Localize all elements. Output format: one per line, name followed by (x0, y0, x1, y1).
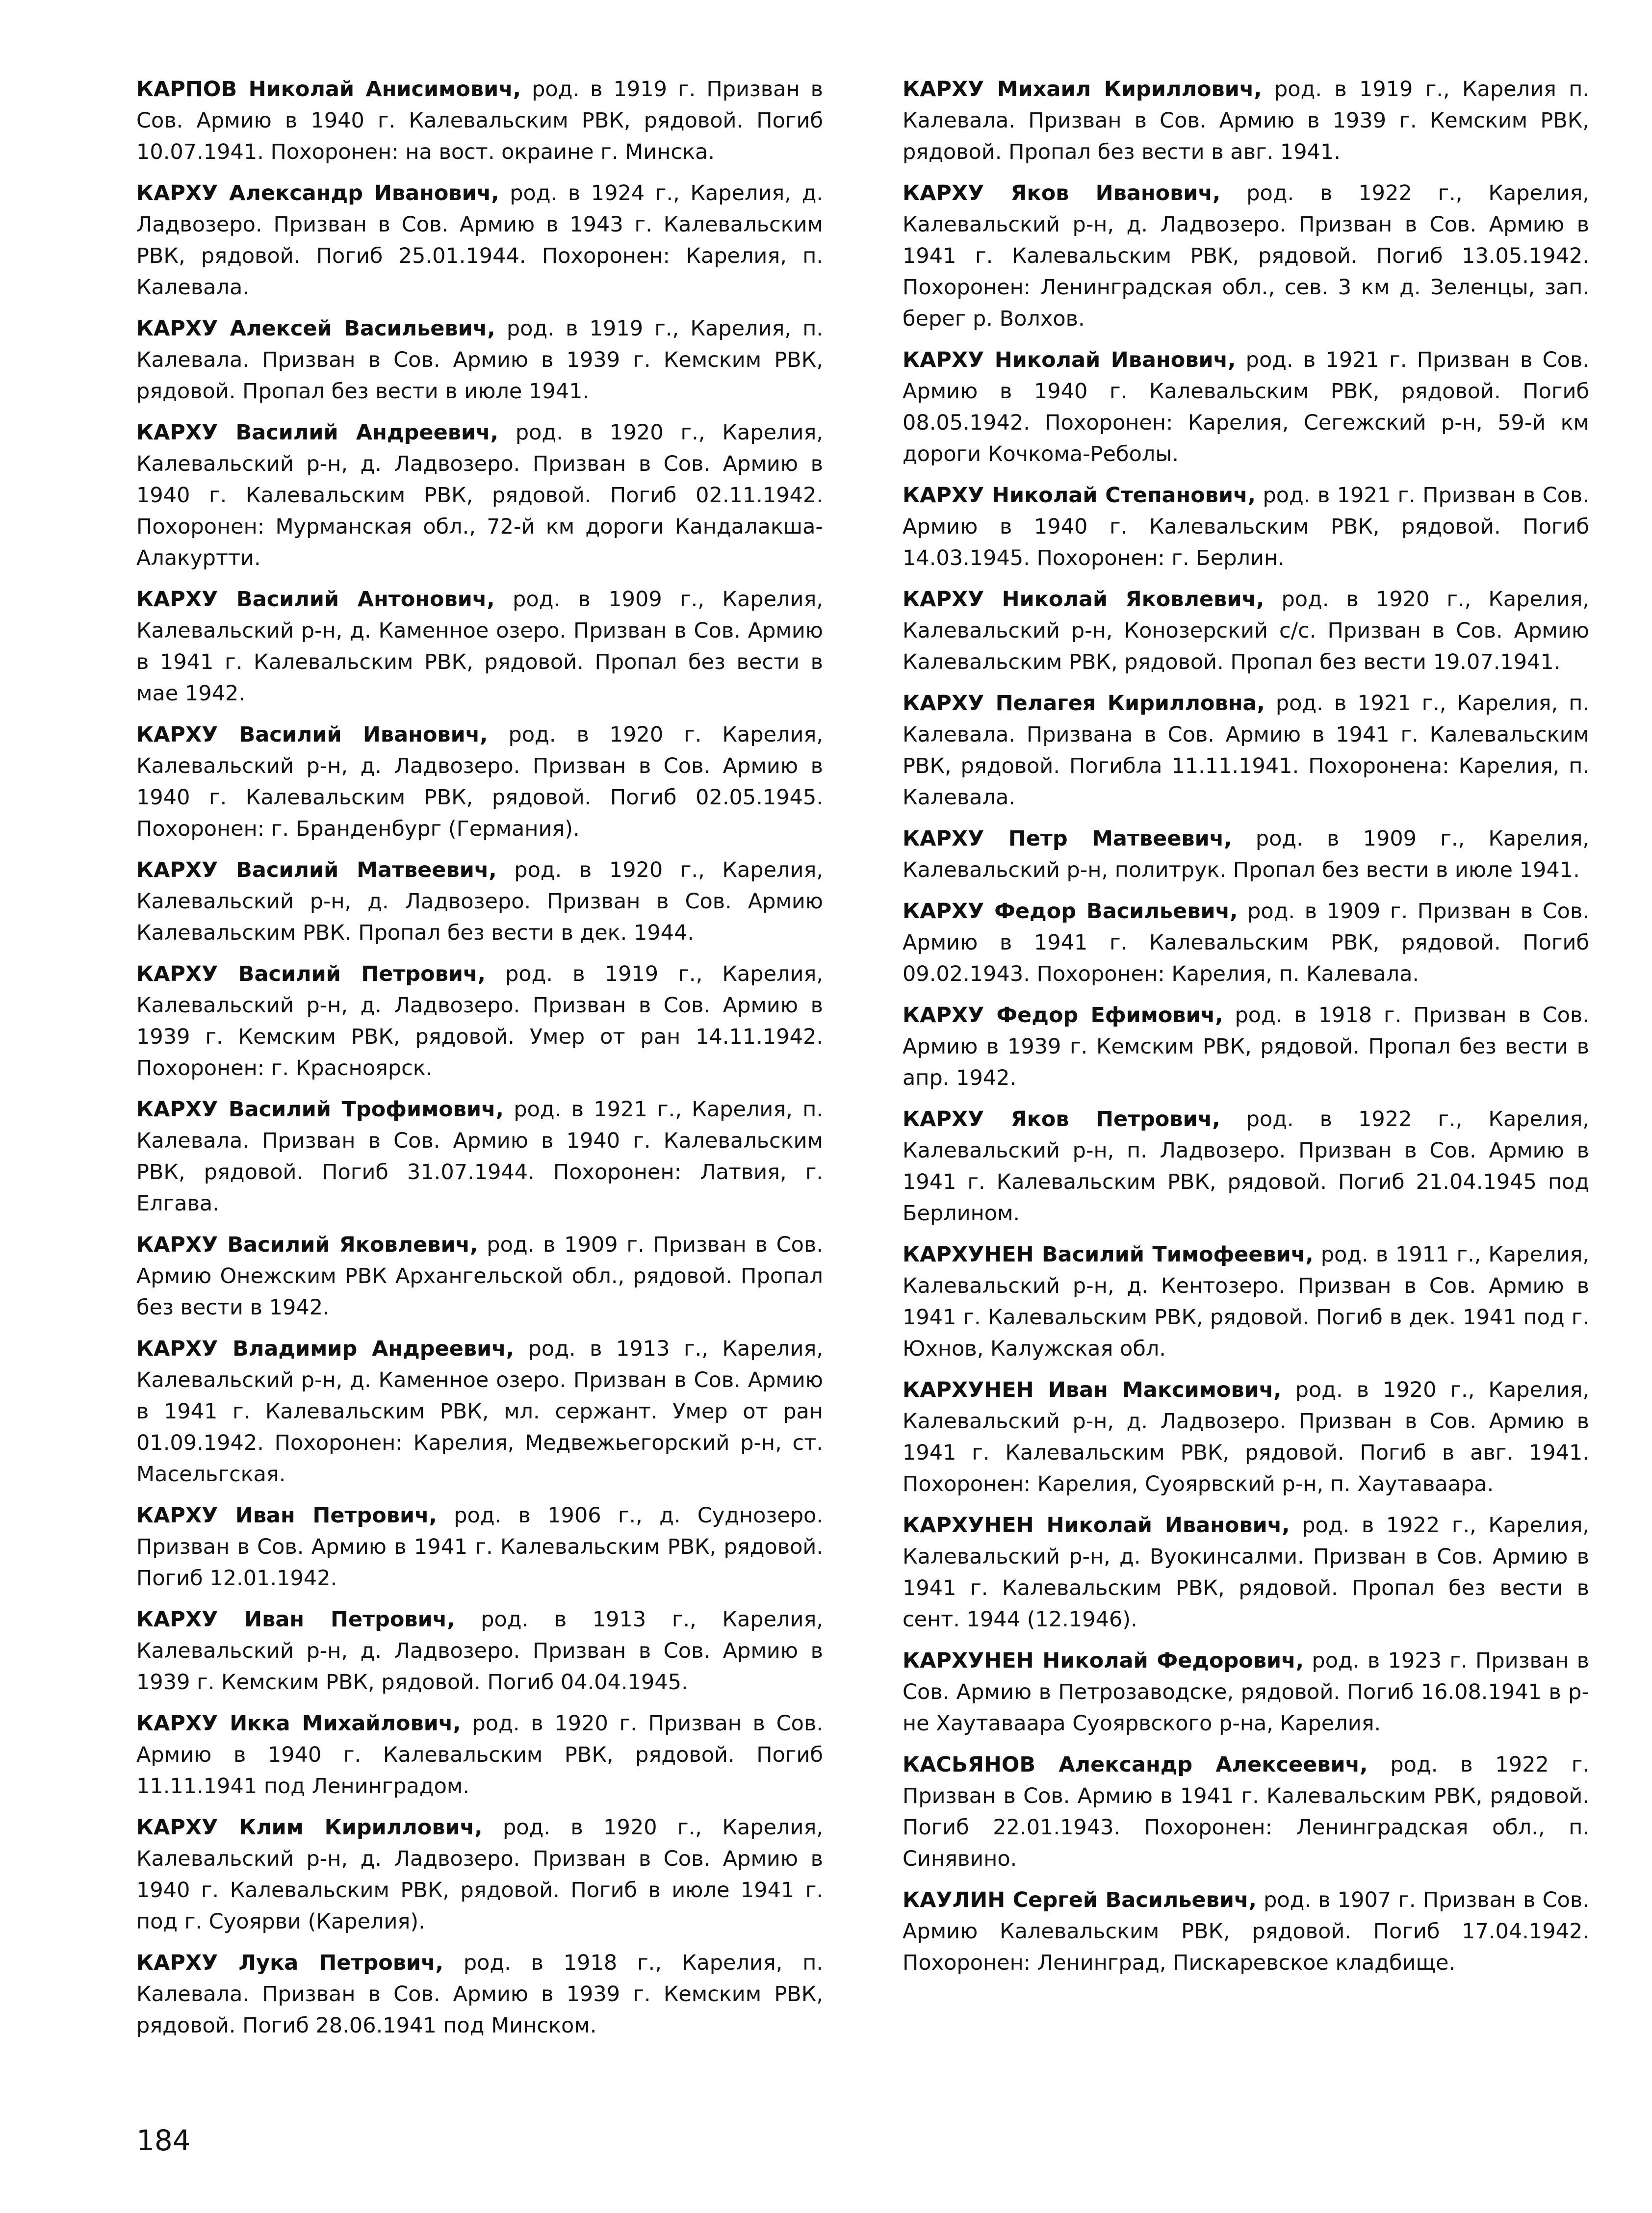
person-name: КАРХУ Николай Степанович, (903, 483, 1256, 508)
person-details: род. в 1920 г. Карелия, Калевальский р-н, д. Ладвозеро. Призван в Сов. Армию в 1940 г. Калевальским РВК, рядовой. Погиб 02.05.1945. Похоронен: г. Бранденбург (Германия). (136, 722, 823, 841)
person-name: КАРХУ Яков Иванович, (903, 181, 1221, 206)
list-item (136, 178, 823, 303)
person-details: род. в 1920 г., Карелия, Калевальский р-н, д. Ладвозеро. Призван в Сов. Армию в 1940 г. Калевальским РВК, рядовой. Погиб 02.11.1942. Похоронен: Мурманская обл., 72-й км дороги Кандалакша-Алакуртти. (136, 420, 823, 570)
list-item (903, 1510, 1589, 1635)
person-name: КАРХУНЕН Николай Федорович, (903, 1648, 1304, 1673)
person-details: род. в 1919 г., Карелия, Калевальский р-н, д. Ладвозеро. Призван в Сов. Армию в 1939 г. Кемским РВК, рядовой. Умер от ран 14.11.1942. Похоронен: г. Красноярск. (136, 962, 823, 1081)
list-item (903, 823, 1589, 886)
person-details: род. в 1922 г., Карелия, Калевальский р-н, д. Вуокинсалми. Призван в Сов. Армию в 1941 г. Калевальским РВК, рядовой. Пропал без вести в сент. 1944 (12.1946). (903, 1513, 1589, 1632)
person-details: род. в 1922 г. Призван в Сов. Армию в 1941 г. Калевальским РВК, рядовой. Погиб 22.01.1943. Похоронен: Ленинградская обл., п. Синявино. (903, 1752, 1589, 1871)
person-name: КАРХУ Василий Яковлевич, (136, 1233, 478, 1257)
person-details: род. в 1911 г., Карелия, Калевальский р-н, д. Кентозеро. Призван в Сов. Армию в 1941 г. Калевальским РВК, рядовой. Погиб в дек. 1941 под г. Юхнов, Калужская обл. (903, 1242, 1589, 1361)
person-details: род. в 1920 г., Карелия, Калевальский р-н, Конозерский с/с. Призван в Сов. Армию Калевальским РВК, рядовой. Пропал без вести 19.07.1941. (903, 587, 1590, 674)
person-name: КАРХУ Василий Матвеевич, (136, 858, 497, 882)
list-item (136, 1500, 823, 1594)
person-details: род. в 1921 г., Карелия, п. Калевала. Призван в Сов. Армию в 1940 г. Калевальским РВК, рядовой. Погиб 31.07.1944. Похоронен: Латвия, г. Елгава. (136, 1097, 824, 1216)
person-name: КАРПОВ Николай Анисимович, (136, 77, 521, 102)
person-details: род. в 1918 г., Карелия, п. Калевала. Призван в Сов. Армию в 1939 г. Кемским РВК, рядовой. Погиб 28.06.1941 под Минском. (136, 1951, 824, 2038)
person-details: род. в 1921 г., Карелия, п. Калевала. Призвана в Сов. Армию в 1941 г. Калевальским РВК, рядовой. Погибла 11.11.1941. Похоронена: Карелия, п. Калевала. (903, 691, 1590, 810)
person-name: КАРХУНЕН Василий Тимофеевич, (903, 1242, 1314, 1267)
person-name: КАРХУНЕН Николай Иванович, (903, 1513, 1290, 1538)
list-item (903, 1749, 1589, 1875)
person-details: род. в 1909 г. Призван в Сов. Армию Онежским РВК Архангельской обл., рядовой. Пропал без вести в 1942. (136, 1233, 823, 1320)
person-name: КАРХУ Яков Петрович, (903, 1107, 1220, 1132)
person-details: род. в 1923 г. Призван в Сов. Армию в Петрозаводске, рядовой. Погиб 16.08.1941 в р-не Хаутаваара Суоярвского р-на, Карелия. (903, 1648, 1589, 1736)
person-details: род. в 1920 г., Карелия, Калевальский р-н, д. Ладвозеро. Призван в Сов. Армию Калевальским РВК. Пропал без вести в дек. 1944. (136, 858, 823, 945)
list-item (136, 1947, 823, 2041)
person-name: КАРХУ Икка Михайлович, (136, 1711, 461, 1736)
list-item (903, 74, 1589, 168)
person-details: род. в 1906 г., д. Суднозеро. Призван в Сов. Армию в 1941 г. Калевальским РВК, рядовой. Погиб 12.01.1942. (136, 1503, 823, 1591)
person-name: КАРХУ Иван Петрович, (136, 1503, 437, 1528)
person-name: КАРХУ Алексей Васильевич, (136, 316, 495, 341)
person-name: КАРХУ Лука Петрович, (136, 1951, 444, 1975)
person-name: КАРХУ Пелагея Кирилловна, (903, 691, 1265, 716)
list-item (903, 1000, 1589, 1094)
list-item (903, 584, 1589, 678)
person-details: род. в 1922 г., Карелия, Калевальский р-н, д. Ладвозеро. Призван в Сов. Армию в 1941 г. Калевальским РВК, рядовой. Погиб 13.05.1942. Похоронен: Ленинградская обл., сев. 3 км д. Зеленцы, зап. берег р. Волхов. (903, 181, 1589, 331)
list-item (903, 1374, 1589, 1500)
person-details: род. в 1924 г., Карелия, д. Ладвозеро. Призван в Сов. Армию в 1943 г. Калевальским РВК, рядовой. Погиб 25.01.1944. Похоронен: Карелия, п. Калевала. (136, 181, 823, 300)
list-item (903, 344, 1589, 470)
person-details: род. в 1922 г., Карелия, Калевальский р-н, п. Ладвозеро. Призван в Сов. Армию в 1941 г. Калевальским РВК, рядовой. Погиб 21.04.1945 под Берлином. (903, 1107, 1590, 1226)
person-details: род. в 1913 г., Карелия, Калевальский р-н, д. Каменное озеро. Призван в Сов. Армию в 1941 г. Калевальским РВК, мл. сержант. Умер от ран 01.09.1942. Похоронен: Карелия, Медвежьегорский р-н, ст. Масельгская. (136, 1337, 824, 1487)
list-item (903, 896, 1589, 990)
list-item (136, 719, 823, 845)
person-name: КАУЛИН Сергей Васильевич, (903, 1888, 1257, 1912)
person-name: КАРХУ Петр Матвеевич, (903, 826, 1232, 851)
person-details: род. в 1920 г. Призван в Сов. Армию в 1940 г. Калевальским РВК, рядовой. Погиб 11.11.1941 под Ленинградом. (136, 1711, 823, 1799)
person-details: род. в 1909 г., Карелия, Калевальский р-н, д. Каменное озеро. Призван в Сов. Армию в 1941 г. Калевальским РВК, рядовой. Пропал без вести в мае 1942. (136, 587, 824, 706)
list-item (903, 1884, 1589, 1979)
person-name: КАРХУ Василий Трофимович, (136, 1097, 504, 1122)
person-details: род. в 1920 г., Карелия, Калевальский р-н, д. Ладвозеро. Призван в Сов. Армию в 1941 г. Калевальским РВК, рядовой. Погиб в авг. 1941. Похоронен: Карелия, Суоярвский р-н, п. Хаутаваара. (903, 1378, 1589, 1496)
person-details: род. в 1919 г., Карелия п. Калевала. Призван в Сов. Армию в 1939 г. Кемским РВК, рядовой. Пропал без вести в авг. 1941. (903, 77, 1589, 164)
person-details: род. в 1909 г. Призван в Сов. Армию в 1941 г. Калевальским РВК, рядовой. Погиб 09.02.1943. Похоронен: Карелия, п. Калевала. (903, 899, 1589, 986)
person-name: КАРХУ Василий Антонович, (136, 587, 495, 612)
list-item (136, 1094, 823, 1219)
person-name: КАРХУ Михаил Кириллович, (903, 77, 1262, 102)
list-item (903, 1239, 1589, 1364)
list-item (136, 1812, 823, 1937)
right-column (903, 74, 1589, 1988)
list-item (136, 854, 823, 949)
person-details: род. в 1907 г. Призван в Сов. Армию Калевальским РВК, рядовой. Погиб 17.04.1942. Похоронен: Ленинград, Пискаревское кладбище. (903, 1888, 1589, 1975)
person-name: КАСЬЯНОВ Александр Алексеевич, (903, 1752, 1368, 1777)
list-item (903, 1104, 1589, 1229)
person-details: род. в 1919 г. Призван в Сов. Армию в 1940 г. Калевальским РВК, рядовой. Погиб 10.07.1941. Похоронен: на вост. окраине г. Минска. (136, 77, 823, 164)
person-name: КАРХУ Владимир Андреевич, (136, 1337, 515, 1361)
person-name: КАРХУ Клим Кириллович, (136, 1815, 483, 1840)
person-name: КАРХУ Николай Иванович, (903, 348, 1236, 372)
person-details: род. в 1909 г., Карелия, Калевальский р-н, политрук. Пропал без вести в июле 1941. (903, 826, 1589, 882)
person-name: КАРХУ Николай Яковлевич, (903, 587, 1265, 612)
person-details: род. в 1921 г. Призван в Сов. Армию в 1940 г. Калевальским РВК, рядовой. Погиб 08.05.1942. Похоронен: Карелия, Сегежский р-н, 59-й км дороги Кочкома-Реболы. (903, 348, 1589, 466)
list-item (903, 480, 1589, 574)
list-item (903, 178, 1589, 335)
list-item (136, 1708, 823, 1802)
list-item (903, 1645, 1589, 1739)
page-number: 184 (136, 2124, 191, 2157)
person-name: КАРХУ Василий Петрович, (136, 962, 486, 986)
list-item (136, 958, 823, 1084)
list-item (136, 417, 823, 574)
list-item (136, 584, 823, 709)
list-item (136, 1604, 823, 1698)
list-item (136, 74, 823, 168)
person-details: род. в 1921 г. Призван в Сов. Армию в 1940 г. Калевальским РВК, рядовой. Погиб 14.03.1945. Похоронен: г. Берлин. (903, 483, 1589, 570)
person-details: род. в 1913 г., Карелия, Калевальский р-н, д. Ладвозеро. Призван в Сов. Армию в 1939 г. Кемским РВК, рядовой. Погиб 04.04.1945. (136, 1607, 824, 1695)
list-item (903, 688, 1589, 813)
person-name: КАРХУНЕН Иван Максимович, (903, 1378, 1282, 1402)
person-details: род. в 1919 г., Карелия, п. Калевала. Призван в Сов. Армию в 1939 г. Кемским РВК, рядовой. Пропал без вести в июле 1941. (136, 316, 824, 404)
left-column (136, 74, 823, 2051)
person-name: КАРХУ Иван Петрович, (136, 1607, 455, 1632)
person-name: КАРХУ Федор Васильевич, (903, 899, 1238, 924)
person-details: род. в 1918 г. Призван в Сов. Армию в 1939 г. Кемским РВК, рядовой. Пропал без вести в апр. 1942. (903, 1003, 1589, 1090)
list-item (136, 1229, 823, 1323)
person-name: КАРХУ Василий Иванович, (136, 722, 488, 747)
person-name: КАРХУ Александр Иванович, (136, 181, 499, 206)
person-details: род. в 1920 г., Карелия, Калевальский р-н, д. Ладвозеро. Призван в Сов. Армию в 1940 г. Калевальским РВК, рядовой. Погиб в июле 1941 г. под г. Суоярви (Карелия). (136, 1815, 823, 1934)
person-name: КАРХУ Федор Ефимович, (903, 1003, 1223, 1028)
list-item (136, 1333, 823, 1490)
person-name: КАРХУ Василий Андреевич, (136, 420, 498, 445)
list-item (136, 313, 823, 407)
